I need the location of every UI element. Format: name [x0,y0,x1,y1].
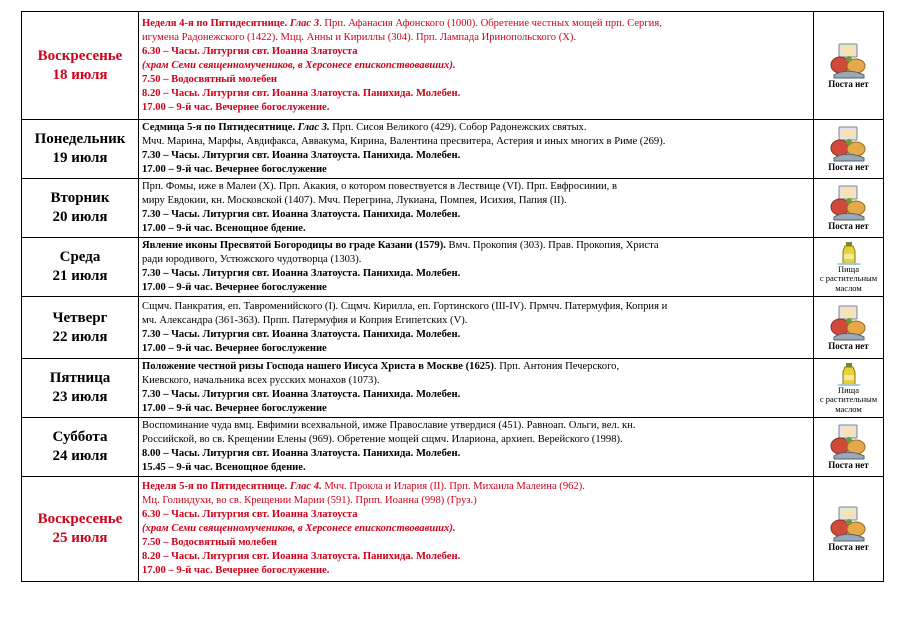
no-fast-food-icon [830,185,868,221]
day-row [22,238,884,297]
day-name: Понедельник [34,131,126,147]
church-note: (храм Семи священномучеников, в Херсонесе епископствовавших). [142,523,456,534]
fasting-label-line: Пища [837,263,859,274]
tone: Глас 4. [289,481,322,492]
oil-bottle-icon [836,241,862,265]
saints-text: . Прп. Антония Печерского, [493,361,620,372]
day-name: Суббота [52,429,108,445]
description-line: Сщмч. Панкратия, еп. Тавроменийского (I). Сщмч. Кирилла, еп. Гортинского (III-IV). Прмчч. Патермуфия, Коприя и [142,300,668,312]
services-cell [139,12,814,120]
fasting-cell [814,477,884,582]
day-name: Пятница [49,370,111,386]
day-date: 18 июля [52,66,108,83]
service-line: 7.50 – Водосвятный молебен [142,73,278,85]
day-cell [22,418,139,477]
service-line: 7.30 – Часы. Литургия свт. Иоанна Златоуста. Панихида. Молебен. [142,389,461,400]
service-line: 6.30 – Часы. Литургия свт. Иоанна Златоуста [142,45,358,57]
tone: Глас 3. [297,122,330,133]
day-date: 20 июля [52,209,108,225]
day-name: Вторник [50,190,110,206]
tone: Глас 3 [289,17,320,29]
fasting-cell [814,238,884,297]
day-name: Воскресенье [37,511,123,527]
description-line: Мц. Голиндухи, во св. Крещении Марии (591). Прпп. Иоанна (998) (Груз.) [142,495,477,506]
description-line: Мчч. Марина, Марфы, Авдифакса, Аввакума, Кирина, Валентина пресвитера, Астерия и иных многих в Риме (269). [142,136,666,147]
description-line: Воспоминание чуда вмц. Евфимии всехвальной, имже Православие утвердися (451). Равноап. Ольги, вел. кн. [142,420,636,431]
fasting-label-line: маслом [835,282,862,293]
services-cell [139,120,814,179]
fasting-label: Поста нет [828,460,869,470]
description-line [142,480,810,494]
service-line: 15.45 – 9-й час. Всенощное бдение. [142,462,306,473]
fasting-label-line: с растительным [819,273,878,284]
day-cell [22,477,139,582]
fasting-cell [814,359,884,418]
service-line: 7.30 – Часы. Литургия свт. Иоанна Златоуста. Панихида. Молебен. [142,268,461,279]
service-line: 8.20 – Часы. Литургия свт. Иоанна Златоуста. Панихида. Молебен. [142,87,461,99]
services-cell [139,359,814,418]
service-line: 7.30 – Часы. Литургия свт. Иоанна Златоуста. Панихида. Молебен. [142,209,461,220]
day-row [22,418,884,477]
fasting-cell [814,297,884,359]
day-row [22,297,884,359]
description-line: миру Евдокии, кн. Московской (1407). Мчч. Перегрина, Лукиана, Помпея, Исихия, Папия (II). [142,195,567,206]
services-cell [139,418,814,477]
fasting-cell [814,12,884,120]
service-line: 7.30 – Часы. Литургия свт. Иоанна Златоуста. Панихида. Молебен. [142,150,461,161]
day-row [22,12,884,120]
saints-text: . Прп. Афанасия Афонского (1000). Обретение честных мощей прп. Сергия, [319,17,662,29]
day-cell [22,120,139,179]
saints-text: Прп. Сисоя Великого (429). Собор Радонежских святых. [329,122,587,133]
no-fast-food-icon [830,424,868,460]
description-line: мч. Александра (361-363). Прпп. Патермуфия и Коприя Египетских (V). [142,314,468,326]
services-cell [139,238,814,297]
day-cell [22,179,139,238]
service-line: 17.00 – 9-й час. Вечернее богослужение [142,282,327,293]
week-title: Неделя 4-я по Пятидесятнице. [142,17,290,29]
services-cell [139,477,814,582]
no-fast-food-icon [830,126,868,162]
no-fast-food-icon [830,506,868,542]
description-line: игумена Радонежского (1422). Мцц. Анны и Кириллы (304). Прп. Лампада Иринопольского (X). [142,31,577,43]
service-line: 17.00 – 9-й час. Вечернее богослужение. [142,565,330,576]
fasting-label: Поста нет [828,340,869,351]
service-line: 7.30 – Часы. Литургия свт. Иоанна Златоуста. Панихида. Молебен. [142,328,461,340]
day-name: Среда [59,249,101,265]
service-line: 17.00 – 9-й час. Вечернее богослужение [142,164,327,175]
feast-title: Положение честной ризы Господа нашего Иисуса Христа в Москве (1625) [142,361,494,372]
fasting-label-line: Пища [837,384,859,395]
day-date: 19 июля [52,150,108,166]
fasting-cell [814,120,884,179]
week-title: Неделя 5-я по Пятидесятнице. [142,481,290,492]
description-line [142,360,810,374]
service-line: 17.00 – 9-й час. Всенощное бдение. [142,223,306,234]
description-line: Прп. Фомы, иже в Малеи (X). Прп. Акакия, о котором повествуется в Лествице (VI). Прп. Евфросинии, в [142,181,617,192]
description-line [142,17,810,31]
day-date: 22 июля [52,328,108,345]
week-title: Седмица 5-я по Пятидесятнице. [142,122,298,133]
day-row [22,179,884,238]
day-date: 21 июля [52,268,108,284]
description-line: Киевского, начальника всех русских монахов (1073). [142,375,380,386]
fasting-label-line: с растительным [819,394,878,405]
saints-text: Вмч. Прокопия (303). Прав. Прокопия, Христа [445,240,659,251]
day-date: 23 июля [52,389,108,405]
service-line: 7.50 – Водосвятный молебен [142,537,278,548]
service-line: 8.20 – Часы. Литургия свт. Иоанна Златоуста. Панихида. Молебен. [142,551,461,562]
day-cell [22,238,139,297]
oil-bottle-icon [836,362,862,386]
service-line: 6.30 – Часы. Литургия свт. Иоанна Златоуста [142,509,358,520]
service-line: 17.00 – 9-й час. Вечернее богослужение [142,403,327,414]
fasting-label: Поста нет [828,162,869,172]
day-date: 25 июля [52,530,108,546]
fasting-cell [814,179,884,238]
day-name: Четверг [52,309,108,326]
service-line: 8.00 – Часы. Литургия свт. Иоанна Златоуста. Панихида. Молебен. [142,448,461,459]
services-cell [139,297,814,359]
service-line: 17.00 – 9-й час. Вечернее богослужение [142,342,327,354]
description-line [142,121,810,135]
day-date: 24 июля [52,448,108,464]
saints-text: Мчч. Прокла и Илария (II). Прп. Михаила Малеина (962). [321,481,585,492]
fasting-label: Поста нет [828,221,869,231]
fasting-cell [814,418,884,477]
day-row [22,120,884,179]
description-line [142,239,810,253]
description-line: Российской, во св. Крещении Елены (969). Обретение мощей сщмч. Илариона, архиеп. Верейского (1998). [142,434,623,445]
day-row [22,359,884,418]
fasting-label: Поста нет [828,78,869,89]
day-cell [22,12,139,120]
service-line: 17.00 – 9-й час. Вечернее богослужение. [142,101,330,113]
no-fast-food-icon [830,305,868,341]
feast-title: Явление иконы Пресвятой Богородицы во граде Казани (1579). [142,240,446,251]
services-cell [139,179,814,238]
day-name: Воскресенье [37,47,123,64]
schedule-table [21,11,884,582]
day-row [22,477,884,582]
description-line: ради юродивого, Устюжского чудотворца (1303). [142,254,362,265]
fasting-label: Поста нет [828,542,869,552]
no-fast-food-icon [830,43,868,79]
day-cell [22,359,139,418]
day-cell [22,297,139,359]
fasting-label-line: маслом [835,403,862,414]
church-note: (храм Семи священномучеников, в Херсонесе епископствовавших). [142,59,456,71]
